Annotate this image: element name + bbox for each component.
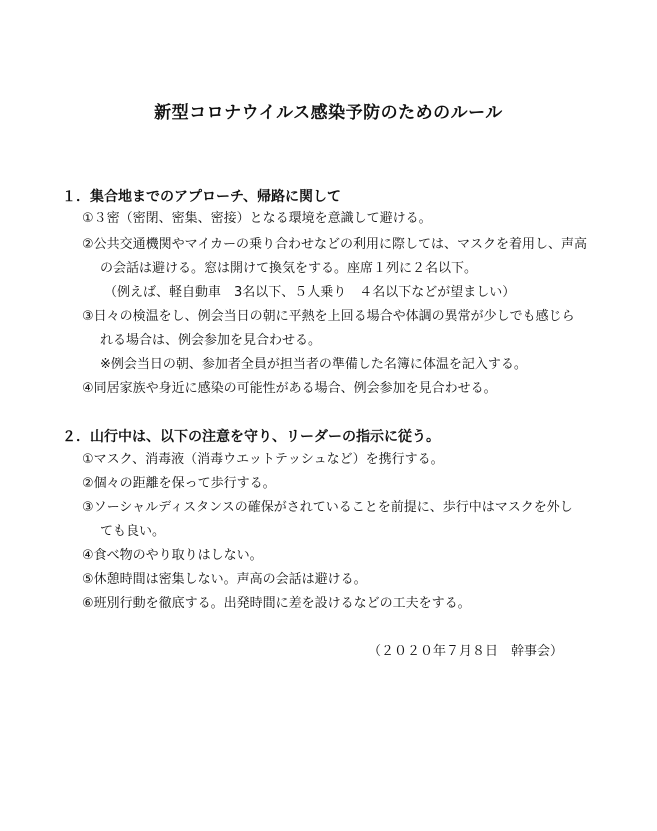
rule-item-note: （例えば、軽自動車 3名以下、５人乗り ４名以下などが望ましい） (104, 285, 516, 300)
rule-item: ⑤休憩時間は密集しない。声高の会話は避ける。 (82, 572, 367, 587)
rule-item: ④同居家族や身近に感染の可能性がある場合、例会参加を見合わせる。 (82, 381, 497, 396)
date-and-author: （２０２０年７月８日 幹事会） (368, 644, 564, 659)
rule-item: ③日々の検温をし、例会当日の朝に平熱を上回る場合や体調の異常が少しでも感じら (82, 309, 575, 324)
section-heading: １．集合地までのアプローチ、帰路に関して (62, 189, 342, 205)
rule-item-continuation: の会話は避ける。窓は開けて換気をする。座席１列に２名以下。 (100, 261, 478, 276)
rule-item-note: ※例会当日の朝、参加者全員が担当者の準備した名簿に体温を記入する。 (100, 357, 527, 372)
rule-item: ②個々の距離を保って歩行する。 (82, 476, 276, 491)
rule-item: ④食べ物のやり取りはしない。 (82, 548, 263, 563)
rule-item: ②公共交通機関やマイカーの乗り合わせなどの利用に際しては、マスクを着用し、声高 (82, 237, 588, 252)
rule-item: ①マスク、消毒液（消毒ウエットテッシュなど）を携行する。 (82, 452, 444, 467)
section-heading: ２．山行中は、以下の注意を守り、リーダーの指示に従う。 (62, 429, 440, 445)
rule-item: ①３密（密閉、密集、密接）となる環境を意識して避ける。 (82, 211, 432, 226)
rule-item: ⑥班別行動を徹底する。出発時間に差を設けるなどの工夫をする。 (82, 596, 471, 611)
page-title: 新型コロナウイルス感染予防のためのルール (154, 103, 503, 123)
rule-item-continuation: ても良い。 (100, 524, 166, 539)
rule-item-continuation: れる場合は、例会参加を見合わせる。 (100, 333, 322, 348)
rule-item: ③ソーシャルディスタンスの確保がされていることを前提に、歩行中はマスクを外し (82, 500, 573, 515)
